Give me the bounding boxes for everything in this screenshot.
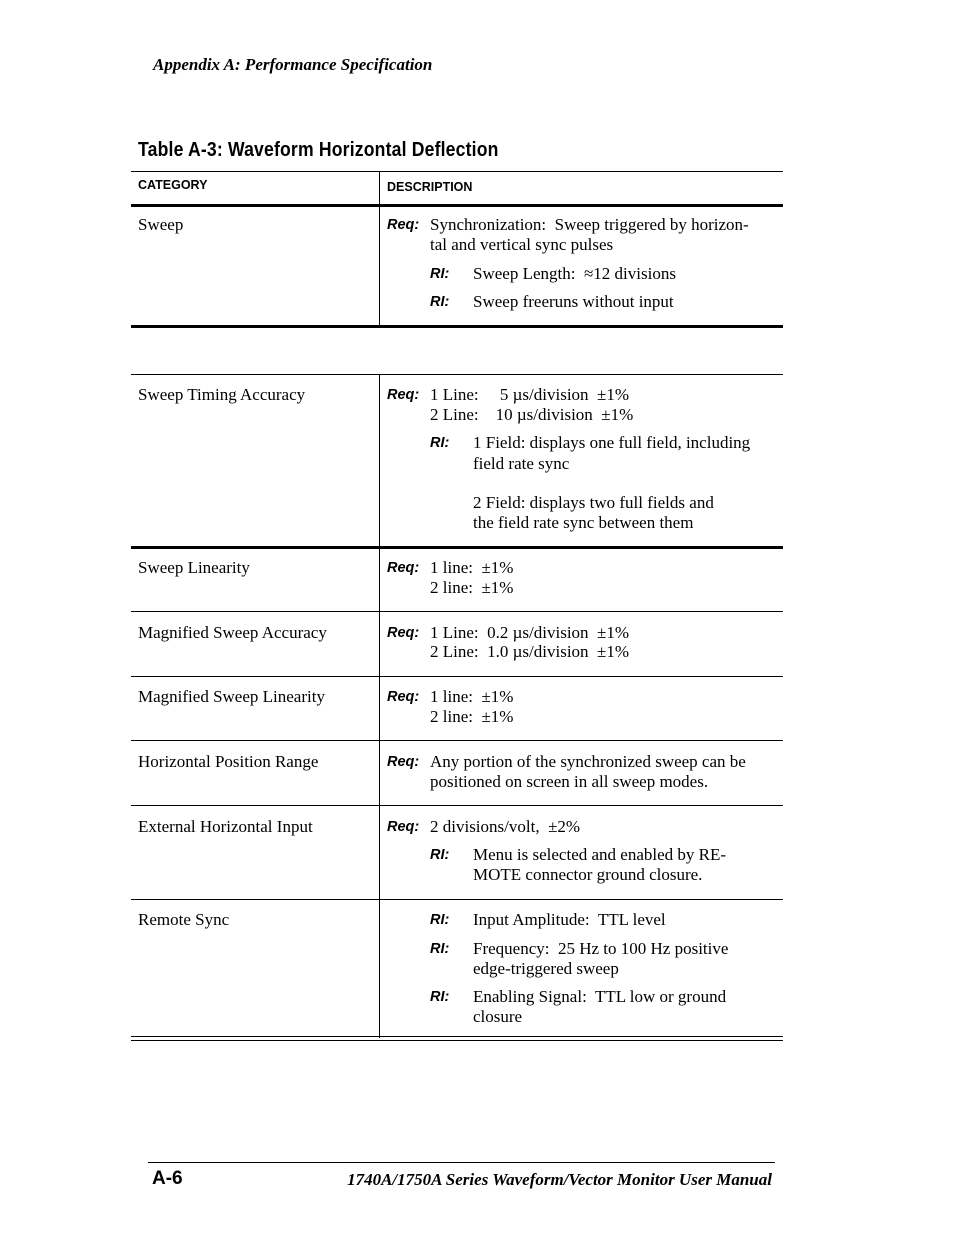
row-rule (131, 611, 783, 612)
column-divider (379, 171, 380, 326)
footer-rule (148, 1162, 775, 1163)
req-text: 1 Line: 0.2 µs/division ±1% (430, 623, 630, 642)
row-category: External Horizontal Input (138, 817, 313, 836)
req-tag: Req: (387, 217, 420, 233)
table-bottom-rule (131, 325, 783, 328)
ri-tag: RI: (430, 912, 450, 928)
row-category: Remote Sync (138, 910, 230, 929)
column-divider (379, 374, 380, 1038)
table-bottom-rule-double (131, 1040, 783, 1041)
ri-tag: RI: (430, 847, 450, 863)
req-text: positioned on screen in all sweep modes. (430, 772, 709, 791)
ri-text: closure (473, 1007, 523, 1026)
header-rule (131, 204, 783, 207)
req-tag: Req: (387, 819, 420, 835)
page-number: A-6 (152, 1168, 183, 1189)
row-category: Sweep Linearity (138, 558, 250, 577)
req-tag: Req: (387, 625, 420, 641)
table-bottom-rule (131, 1036, 783, 1037)
ri-tag: RI: (430, 266, 450, 282)
ri-tag: RI: (430, 941, 450, 957)
ri-text: field rate sync (473, 454, 570, 473)
req-text: Synchronization: Sweep triggered by horizon- (430, 215, 749, 234)
ri-text: 1 Field: displays one full field, including (473, 433, 751, 452)
ri-text: Enabling Signal: TTL low or ground (473, 987, 727, 1006)
manual-title: 1740A/1750A Series Waveform/Vector Monitor User Manual (347, 1170, 772, 1189)
ri-text: the field rate sync between them (473, 513, 694, 532)
ri-text: Menu is selected and enabled by RE- (473, 845, 727, 864)
req-tag: Req: (387, 387, 420, 403)
column-header-category: CATEGORY (138, 178, 208, 192)
req-text: 1 line: ±1% (430, 687, 514, 706)
req-text: 2 Line: 1.0 µs/division ±1% (430, 642, 630, 661)
row-rule (131, 546, 783, 549)
ri-tag: RI: (430, 294, 450, 310)
row-category: Magnified Sweep Accuracy (138, 623, 327, 642)
req-text: 2 line: ±1% (430, 578, 514, 597)
row-rule (131, 740, 783, 741)
row-rule (131, 899, 783, 900)
req-text: tal and vertical sync pulses (430, 235, 614, 254)
req-text: Any portion of the synchronized sweep can be (430, 752, 746, 771)
ri-text: 2 Field: displays two full fields and (473, 493, 714, 512)
row-category: Sweep (138, 215, 184, 234)
req-text: 2 Line: 10 µs/division ±1% (430, 405, 634, 424)
req-text: 1 line: ±1% (430, 558, 514, 577)
req-tag: Req: (387, 689, 420, 705)
row-category: Horizontal Position Range (138, 752, 319, 771)
ri-text: Sweep Length: ≈12 divisions (473, 264, 676, 283)
ri-tag: RI: (430, 435, 450, 451)
column-header-description: DESCRIPTION (387, 180, 473, 194)
ri-tag: RI: (430, 989, 450, 1005)
running-head: Appendix A: Performance Specification (153, 55, 433, 74)
row-rule (131, 676, 783, 677)
table-top-rule (131, 374, 783, 375)
req-text: 2 divisions/volt, ±2% (430, 817, 581, 836)
ri-text: Frequency: 25 Hz to 100 Hz positive (473, 939, 729, 958)
table-top-rule (131, 171, 783, 172)
table-title: Table A-3: Waveform Horizontal Deflection (138, 139, 499, 161)
ri-text: edge-triggered sweep (473, 959, 619, 978)
req-tag: Req: (387, 560, 420, 576)
req-text: 1 Line: 5 µs/division ±1% (430, 385, 630, 404)
spec-table-part-1 (131, 171, 783, 329)
row-rule (131, 805, 783, 806)
ri-text: Sweep freeruns without input (473, 292, 674, 311)
req-text: 2 line: ±1% (430, 707, 514, 726)
ri-text: MOTE connector ground closure. (473, 865, 703, 884)
spec-table-part-2 (131, 374, 783, 1042)
row-category: Sweep Timing Accuracy (138, 385, 306, 404)
ri-text: Input Amplitude: TTL level (473, 910, 666, 929)
row-category: Magnified Sweep Linearity (138, 687, 325, 706)
req-tag: Req: (387, 754, 420, 770)
